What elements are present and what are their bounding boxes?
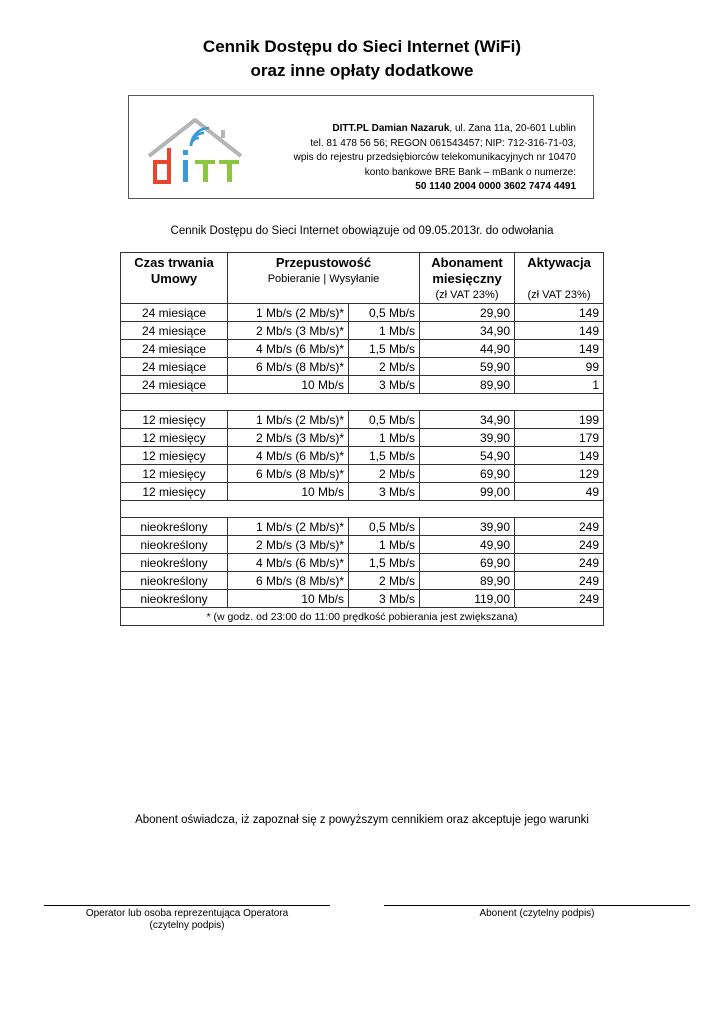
cell-monthly-fee: 69,90 <box>420 554 515 572</box>
cell-monthly-fee: 119,00 <box>420 590 515 608</box>
cell-duration: 24 miesiące <box>121 376 228 394</box>
cell-monthly-fee: 54,90 <box>420 447 515 465</box>
cell-duration: 12 miesięcy <box>121 447 228 465</box>
table-row <box>121 429 604 447</box>
cell-activation: 149 <box>515 304 604 322</box>
cell-duration: nieokreślony <box>121 572 228 590</box>
cell-activation: 249 <box>515 572 604 590</box>
table-spacer-row <box>121 501 604 518</box>
table-row <box>121 411 604 429</box>
cell-download: 6 Mb/s (8 Mb/s)* <box>228 572 349 590</box>
cell-monthly-fee: 29,90 <box>420 304 515 322</box>
document-title-line1: Cennik Dostępu do Sieci Internet (WiFi) <box>202 37 522 56</box>
header-duration: Czas trwania Umowy <box>121 253 228 304</box>
cell-monthly-fee: 99,00 <box>420 483 515 501</box>
cell-upload: 1 Mb/s <box>349 322 420 340</box>
cell-download: 6 Mb/s (8 Mb/s)* <box>228 358 349 376</box>
cell-upload: 1 Mb/s <box>349 536 420 554</box>
cell-duration: nieokreślony <box>121 518 228 536</box>
cell-download: 10 Mb/s <box>228 590 349 608</box>
cell-activation: 1 <box>515 376 604 394</box>
cell-activation: 129 <box>515 465 604 483</box>
cell-monthly-fee: 44,90 <box>420 340 515 358</box>
cell-monthly-fee: 34,90 <box>420 411 515 429</box>
table-row <box>121 447 604 465</box>
cell-activation: 249 <box>515 536 604 554</box>
cell-download: 4 Mb/s (6 Mb/s)* <box>228 447 349 465</box>
cell-duration: 24 miesiące <box>121 340 228 358</box>
cell-download: 4 Mb/s (6 Mb/s)* <box>228 554 349 572</box>
cell-upload: 3 Mb/s <box>349 376 420 394</box>
validity-statement: Cennik Dostępu do Sieci Internet obowiązuje od 09.05.2013r. do odwołania <box>170 225 554 237</box>
table-row <box>121 340 604 358</box>
cell-duration: nieokreślony <box>121 554 228 572</box>
subscriber-signature-label: Abonent (czytelny podpis) <box>479 908 595 919</box>
table-row <box>121 572 604 590</box>
table-row <box>121 518 604 536</box>
header-bandwidth: Przepustowość Pobieranie | Wysyłanie <box>228 253 420 304</box>
cell-download: 4 Mb/s (6 Mb/s)* <box>228 340 349 358</box>
cell-duration: nieokreślony <box>121 536 228 554</box>
operator-signature-line <box>44 905 330 906</box>
cell-download: 1 Mb/s (2 Mb/s)* <box>228 411 349 429</box>
subscriber-declaration: Abonent oświadcza, iż zapoznał się z powyższym cennikiem oraz akceptuje jego warunki <box>135 814 589 826</box>
cell-download: 6 Mb/s (8 Mb/s)* <box>228 465 349 483</box>
cell-monthly-fee: 49,90 <box>420 536 515 554</box>
cell-monthly-fee: 59,90 <box>420 358 515 376</box>
footnote: * (w godz. od 23:00 do 11:00 prędkość pobierania jest zwiększana) <box>121 608 604 626</box>
cell-duration: 24 miesiące <box>121 304 228 322</box>
company-name: DITT.PL Damian Nazaruk <box>332 123 450 134</box>
footnote-row <box>121 608 604 626</box>
cell-activation: 179 <box>515 429 604 447</box>
cell-upload: 1,5 Mb/s <box>349 554 420 572</box>
cell-monthly-fee: 89,90 <box>420 376 515 394</box>
subscriber-signature-line <box>384 905 690 906</box>
cell-duration: 24 miesiące <box>121 322 228 340</box>
cell-upload: 2 Mb/s <box>349 358 420 376</box>
company-address: , ul. Zana 11a, 20-601 Lublin <box>449 123 576 134</box>
cell-monthly-fee: 34,90 <box>420 322 515 340</box>
table-row <box>121 483 604 501</box>
wifi-house-logo <box>145 108 263 188</box>
table-row <box>121 304 604 322</box>
cell-activation: 249 <box>515 518 604 536</box>
cell-upload: 3 Mb/s <box>349 483 420 501</box>
cell-download: 2 Mb/s (3 Mb/s)* <box>228 429 349 447</box>
operator-signature-label: Operator lub osoba reprezentująca Operatora (czytelny podpis) <box>85 908 289 931</box>
cell-monthly-fee: 39,90 <box>420 518 515 536</box>
cell-upload: 3 Mb/s <box>349 590 420 608</box>
company-registry: wpis do rejestru przedsiębiorców telekomunikacyjnych nr 10470 <box>293 152 576 163</box>
table-spacer-row <box>121 394 604 411</box>
table-header-row <box>121 253 604 304</box>
cell-download: 1 Mb/s (2 Mb/s)* <box>228 518 349 536</box>
cell-activation: 249 <box>515 590 604 608</box>
cell-duration: 24 miesiące <box>121 358 228 376</box>
company-bank: konto bankowe BRE Bank – mBank o numerze: <box>364 166 576 178</box>
company-info <box>294 122 576 195</box>
company-header-box <box>128 95 594 199</box>
cell-activation: 99 <box>515 358 604 376</box>
price-table-body <box>121 304 604 626</box>
cell-activation: 49 <box>515 483 604 501</box>
table-row <box>121 322 604 340</box>
table-row <box>121 554 604 572</box>
document-title-line2: oraz inne opłaty dodatkowe <box>250 61 474 80</box>
cell-upload: 0,5 Mb/s <box>349 304 420 322</box>
table-row <box>121 536 604 554</box>
cell-upload: 2 Mb/s <box>349 465 420 483</box>
table-row <box>121 358 604 376</box>
cell-download: 10 Mb/s <box>228 483 349 501</box>
cell-upload: 0,5 Mb/s <box>349 518 420 536</box>
cell-duration: 12 miesięcy <box>121 411 228 429</box>
cell-download: 2 Mb/s (3 Mb/s)* <box>228 536 349 554</box>
cell-monthly-fee: 89,90 <box>420 572 515 590</box>
cell-activation: 149 <box>515 322 604 340</box>
table-row <box>121 590 604 608</box>
cell-activation: 149 <box>515 447 604 465</box>
cell-upload: 1,5 Mb/s <box>349 447 420 465</box>
cell-monthly-fee: 69,90 <box>420 465 515 483</box>
cell-duration: nieokreślony <box>121 590 228 608</box>
cell-duration: 12 miesięcy <box>121 429 228 447</box>
cell-download: 2 Mb/s (3 Mb/s)* <box>228 322 349 340</box>
cell-upload: 1,5 Mb/s <box>349 340 420 358</box>
header-monthly-fee: Abonament miesięczny (zł VAT 23%) <box>420 253 515 304</box>
cell-download: 1 Mb/s (2 Mb/s)* <box>228 304 349 322</box>
price-table <box>120 252 604 626</box>
company-account-number: 50 1140 2004 0000 3602 7474 4491 <box>415 181 576 192</box>
table-row <box>121 465 604 483</box>
cell-duration: 12 miesięcy <box>121 465 228 483</box>
cell-activation: 199 <box>515 411 604 429</box>
cell-upload: 0,5 Mb/s <box>349 411 420 429</box>
header-activation: Aktywacja (zł VAT 23%) <box>515 253 604 304</box>
table-row <box>121 376 604 394</box>
cell-duration: 12 miesięcy <box>121 483 228 501</box>
cell-download: 10 Mb/s <box>228 376 349 394</box>
cell-activation: 249 <box>515 554 604 572</box>
cell-upload: 1 Mb/s <box>349 429 420 447</box>
company-phone-regon-nip: tel. 81 478 56 56; REGON 061543457; NIP: 712-316-71-03, <box>310 137 576 149</box>
cell-upload: 2 Mb/s <box>349 572 420 590</box>
cell-monthly-fee: 39,90 <box>420 429 515 447</box>
cell-activation: 149 <box>515 340 604 358</box>
